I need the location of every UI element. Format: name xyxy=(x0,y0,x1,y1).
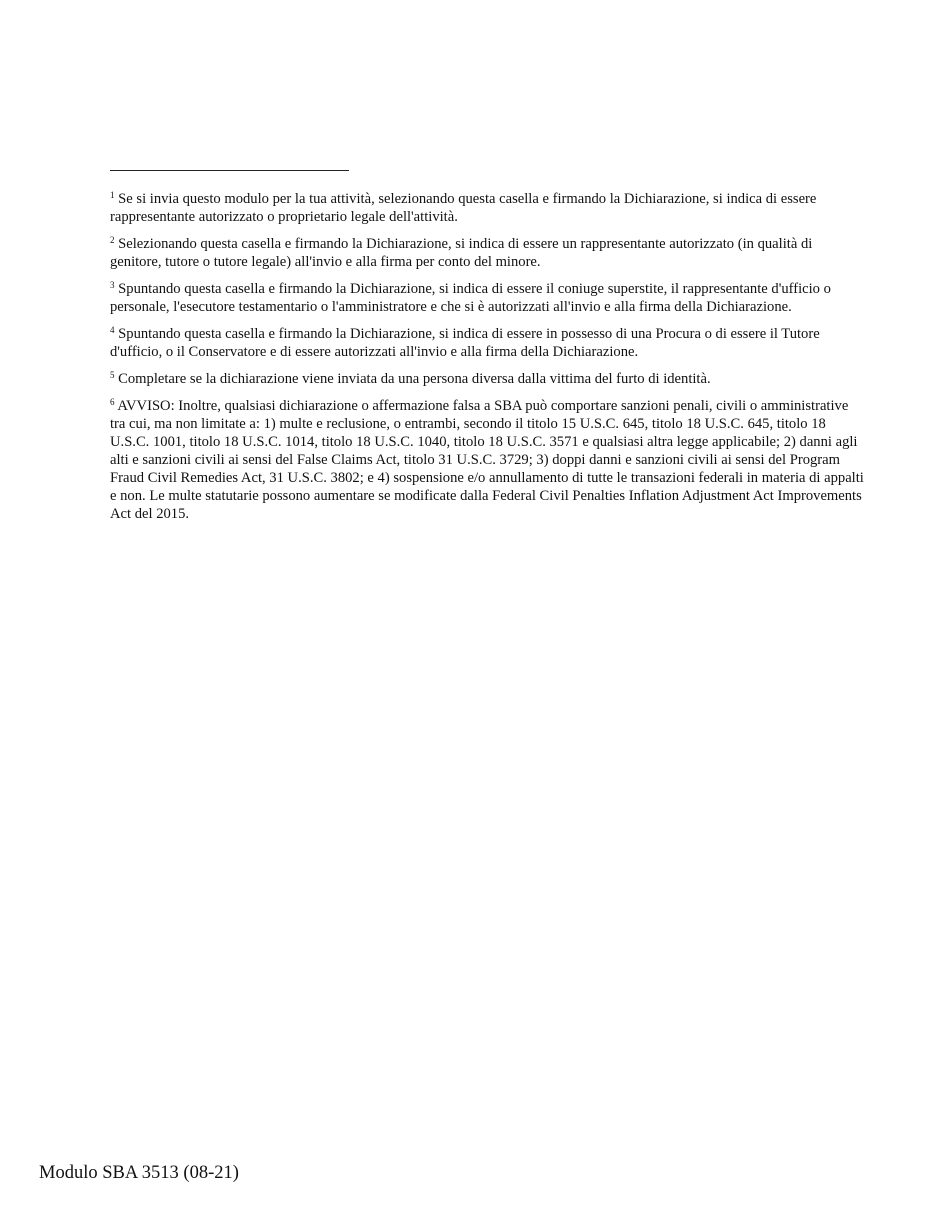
footnote-2 xyxy=(110,235,866,271)
footnote-text: Spuntando questa casella e firmando la Dichiarazione, si indica di essere in possesso di una Procura o di essere il Tutore d'ufficio, o il Conservatore e di essere autorizzati all'invio e alla firma della Dichiarazione. xyxy=(110,326,820,360)
footnote-6 xyxy=(110,397,866,523)
footnote-text: AVVISO: Inoltre, qualsiasi dichiarazione o affermazione falsa a SBA può comportare sanzioni penali, civili o amministrative tra cui, ma non limitate a: 1) multe e reclusione, o entrambi, secondo il titolo 15 U.S.C. 645, titolo 18 U.S.C. 645, titolo 18 U.S.C. 1001, titolo 18 U.S.C. 1014, titolo 18 U.S.C. 1040, titolo 18 U.S.C. 3571 e qualsiasi altra legge applicabile; 2) danni agli alti e sanzioni civili ai sensi del False Claims Act, titolo 31 U.S.C. 3729; 3) doppi danni e sanzioni civili ai sensi del Program Fraud Civil Remedies Act, 31 U.S.C. 3802; e 4) sospensione e/o annullamento di tutte le transazioni federali in materia di appalti e non. Le multe statutarie possono aumentare se modificate dalla Federal Civil Penalties Inflation Adjustment Act Improvements Act del 2015. xyxy=(110,398,864,522)
footnote-text: Se si invia questo modulo per la tua attività, selezionando questa casella e firmando la Dichiarazione, si indica di essere rappresentante autorizzato o proprietario legale dell'attività. xyxy=(110,191,817,225)
footnote-marker: 4 xyxy=(110,325,115,335)
footnote-marker: 1 xyxy=(110,190,115,200)
footnote-text: Completare se la dichiarazione viene inviata da una persona diversa dalla vittima del furto di identità. xyxy=(118,371,711,387)
footnote-3 xyxy=(110,280,866,316)
footnote-text: Spuntando questa casella e firmando la Dichiarazione, si indica di essere il coniuge superstite, il rappresentante d'ufficio o personale, l'esecutore testamentario o l'amministratore e che si è autorizzati all'invio e alla firma della Dichiarazione. xyxy=(110,281,831,315)
footnote-marker: 6 xyxy=(110,397,115,407)
footnotes-section xyxy=(110,190,866,532)
footnote-separator-rule xyxy=(110,170,349,171)
form-identifier: Modulo SBA 3513 (08-21) xyxy=(39,1163,239,1183)
footnote-text: Selezionando questa casella e firmando la Dichiarazione, si indica di essere un rappresentante autorizzato (in qualità di genitore, tutore o tutore legale) all'invio e alla firma per conto del minore. xyxy=(110,236,813,270)
footnote-marker: 2 xyxy=(110,235,115,245)
footnote-5 xyxy=(110,370,866,388)
footnote-marker: 3 xyxy=(110,280,115,290)
footnote-1 xyxy=(110,190,866,226)
footnote-4 xyxy=(110,325,866,361)
footnote-marker: 5 xyxy=(110,370,115,380)
